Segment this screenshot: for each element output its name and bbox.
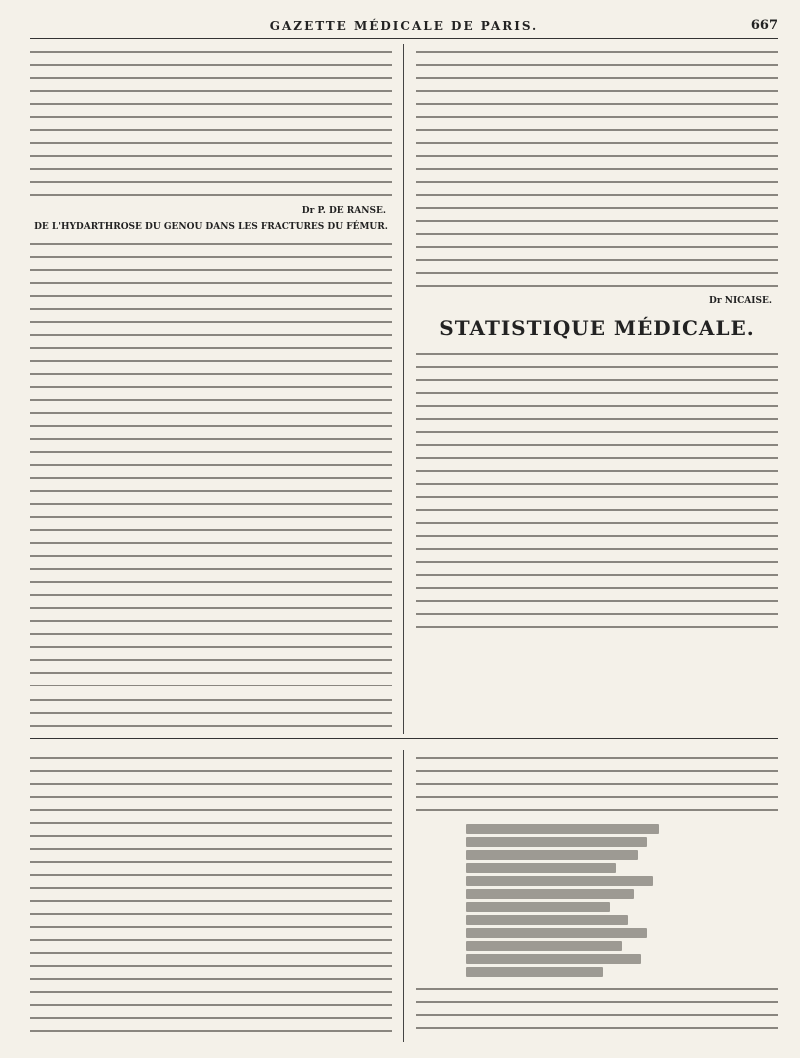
- article-text: [416, 346, 778, 636]
- top-section: [30, 44, 778, 734]
- bottom-right-column: [416, 750, 778, 1042]
- page-number: 667: [750, 18, 778, 33]
- page-header: [30, 14, 778, 39]
- poem-block: [466, 824, 778, 977]
- journal-title: GAZETTE MÉDICALE DE PARIS.: [269, 19, 539, 33]
- column-rule: [403, 750, 404, 1042]
- section-rule: [30, 738, 778, 739]
- article-text: [416, 981, 778, 1031]
- column-rule: [403, 44, 404, 734]
- right-column: [416, 44, 778, 734]
- left-column: [30, 44, 392, 734]
- article-text: [416, 750, 778, 820]
- section-heading: STATISTIQUE MÉDICALE.: [439, 316, 755, 340]
- signature: Dr P. DE RANSE.: [301, 206, 386, 216]
- article-text: [416, 44, 778, 294]
- article-text: [30, 236, 392, 686]
- signature: Dr NICAISE.: [709, 296, 772, 306]
- section-title: DE L'HYDARTHROSE DU GENOU DANS LES FRACTURES DU FÉMUR.: [34, 222, 388, 232]
- newspaper-page: [30, 14, 778, 1044]
- footnote: [30, 692, 392, 732]
- article-text: [30, 750, 392, 1032]
- bottom-section: [30, 750, 778, 1042]
- bottom-left-column: [30, 750, 392, 1042]
- article-text: [30, 44, 392, 204]
